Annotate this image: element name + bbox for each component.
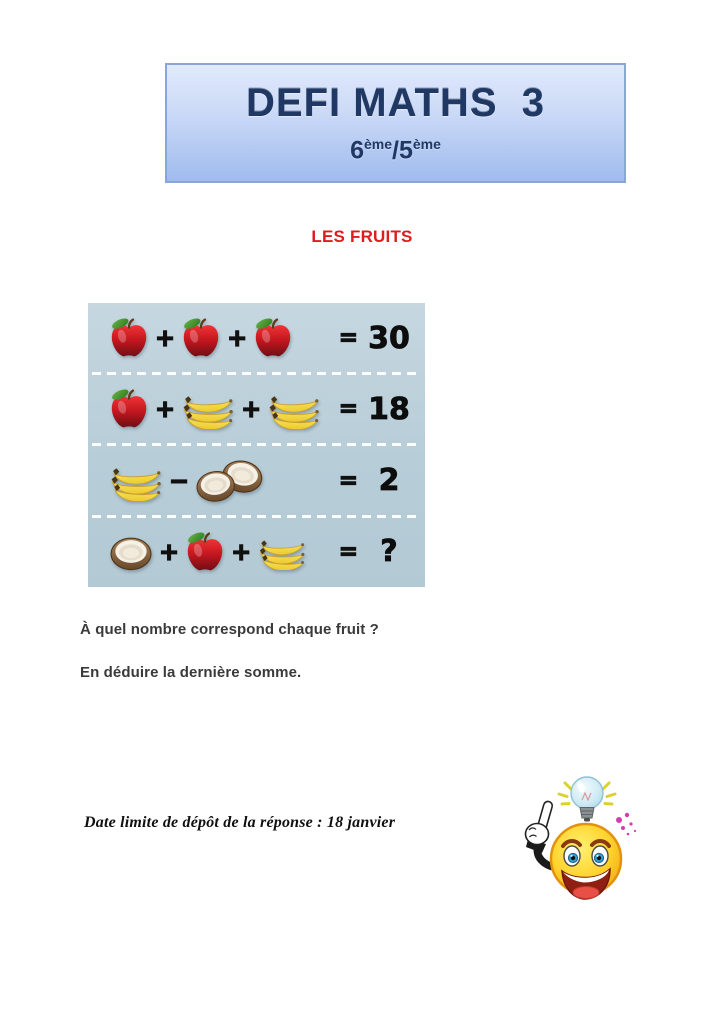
question-line-1: À quel nombre correspond chaque fruit ? xyxy=(80,621,379,638)
dashed-separator xyxy=(92,372,421,375)
minus-operator: − xyxy=(169,466,190,495)
banana-bunch-icon xyxy=(256,534,308,570)
dashed-separator xyxy=(92,443,421,446)
result-value: ? xyxy=(380,534,398,570)
grade-levels: 6ème/5ème xyxy=(350,135,441,165)
coconut-pair-icon xyxy=(194,456,266,506)
plus-operator: + xyxy=(231,537,252,566)
equals-sign: = xyxy=(338,325,358,351)
apple-icon xyxy=(184,530,226,574)
plus-operator: + xyxy=(155,395,176,424)
apple-icon xyxy=(108,316,150,360)
result-value: 18 xyxy=(368,391,410,427)
plus-operator: + xyxy=(159,537,180,566)
section-title: LES FRUITS xyxy=(311,227,413,246)
banana-bunch-icon xyxy=(108,461,164,501)
equals-sign: = xyxy=(338,396,358,423)
equals-sign: = xyxy=(338,538,358,565)
puzzle-row-2 xyxy=(88,376,425,442)
idea-smiley-icon xyxy=(516,768,642,906)
question-line-2: En déduire la dernière somme. xyxy=(80,664,302,681)
apple-icon xyxy=(252,316,294,360)
coconut-half-icon xyxy=(108,533,154,571)
banana-bunch-icon xyxy=(266,389,322,429)
apple-icon xyxy=(108,387,150,431)
banana-bunch-icon xyxy=(180,389,236,429)
plus-operator: + xyxy=(155,324,176,352)
puzzle-row-3 xyxy=(88,448,425,514)
fruit-puzzle-image xyxy=(88,303,425,587)
result-value: 30 xyxy=(368,320,410,356)
deadline-text: Date limite de dépôt de la réponse : 18 janvier xyxy=(84,814,396,831)
page-title: DEFI MATHS 3 xyxy=(246,80,545,125)
equals-sign: = xyxy=(338,467,358,494)
plus-operator: + xyxy=(227,324,248,352)
result-value: 2 xyxy=(378,463,400,499)
puzzle-row-4 xyxy=(88,519,425,585)
plus-operator: + xyxy=(241,395,262,424)
apple-icon xyxy=(180,316,222,360)
header-banner xyxy=(165,63,626,183)
puzzle-row-1 xyxy=(88,305,425,371)
dashed-separator xyxy=(92,515,421,518)
